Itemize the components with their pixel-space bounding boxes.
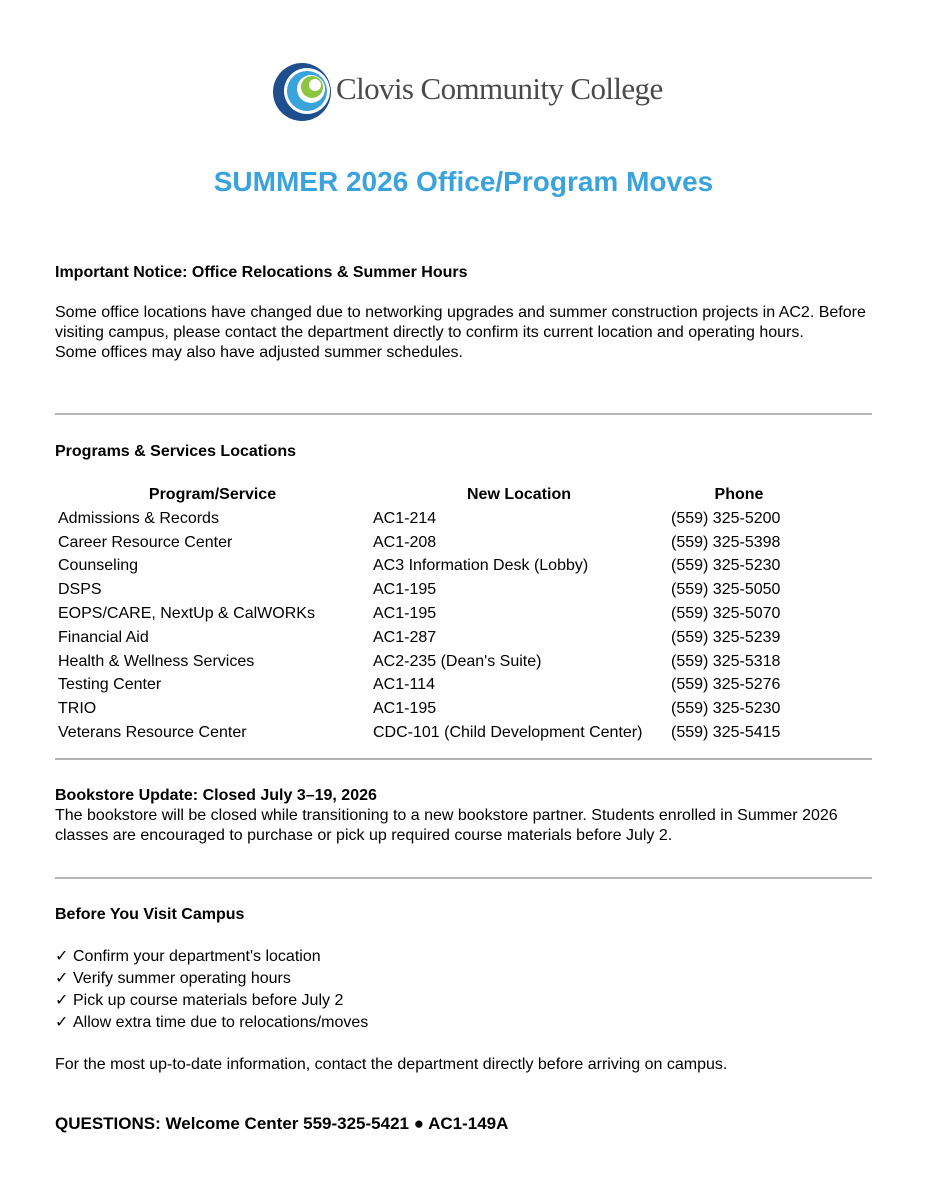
checklist-item-text: Confirm your department's location: [73, 948, 321, 965]
logo-wordmark: Clovis Community College: [336, 71, 663, 106]
list-item: [55, 990, 875, 1012]
program-cell: EOPS/CARE, NextUp & CalWORKs: [58, 605, 315, 623]
phone-cell: (559) 325-5230: [671, 557, 781, 575]
section-divider: [55, 758, 872, 760]
phone-cell: (559) 325-5230: [671, 700, 781, 718]
program-cell: Health & Wellness Services: [58, 652, 255, 670]
location-cell: AC1-208: [373, 533, 437, 551]
table-row: [55, 602, 810, 626]
section-divider: [55, 413, 872, 415]
checklist-item-text: Allow extra time due to relocations/moves: [73, 1014, 369, 1031]
checklist-item-text: Pick up course materials before July 2: [73, 992, 344, 1009]
location-cell: AC1-287: [373, 628, 437, 646]
column-header-program: Program/Service: [148, 486, 277, 503]
table-row: [55, 697, 810, 721]
visit-checklist: [55, 946, 875, 1034]
college-logo: [272, 60, 662, 124]
notice-paragraph-2: Some offices may also have adjusted summer schedules.: [55, 344, 463, 361]
notice-heading: Important Notice: Office Relocations & Summer Hours: [55, 264, 468, 281]
column-header-location: New Location: [466, 486, 571, 503]
table-row: [55, 531, 810, 555]
checkmark-icon: ✓: [55, 970, 69, 987]
checkmark-icon: ✓: [55, 992, 69, 1009]
locations-heading: Programs & Services Locations: [55, 443, 296, 460]
bookstore-section: [55, 786, 875, 846]
locations-table: [55, 483, 810, 745]
phone-cell: (559) 325-5415: [671, 724, 781, 742]
checkmark-icon: ✓: [55, 1014, 69, 1031]
phone-cell: (559) 325-5276: [671, 676, 781, 694]
program-cell: Counseling: [58, 557, 139, 575]
program-cell: Admissions & Records: [58, 509, 219, 527]
checkmark-icon: ✓: [55, 948, 69, 965]
bookstore-text: The bookstore will be closed while transitioning to a new bookstore partner. Students enrolled in Summer 2026 classes are encouraged to purchase or pick up required course materials before July 2.: [55, 807, 838, 844]
notice-section: [55, 263, 875, 283]
notice-paragraph: Some office locations have changed due to networking upgrades and summer construction projects in AC2. Before visiting campus, please contact the department directly to confirm its current location and operating hours.: [55, 304, 866, 341]
table-row: [55, 626, 810, 650]
college-seal-icon: [272, 60, 332, 124]
section-divider: [55, 877, 872, 879]
table-header-row: [55, 483, 810, 507]
location-cell: AC1-114: [373, 676, 435, 694]
list-item: [55, 968, 875, 990]
page-title: SUMMER 2026 Office/Program Moves: [213, 166, 714, 197]
visit-heading: Before You Visit Campus: [55, 906, 245, 923]
program-cell: Career Resource Center: [58, 533, 233, 551]
bookstore-heading: Bookstore Update: Closed July 3–19, 2026: [55, 787, 377, 804]
location-cell: AC1-195: [373, 700, 437, 718]
visit-footer-note: [55, 1055, 875, 1075]
table-row: [55, 674, 810, 698]
location-cell: AC2-235 (Dean's Suite): [373, 652, 542, 670]
locations-section: [55, 442, 875, 462]
table-row: [55, 650, 810, 674]
table-row: [55, 721, 810, 745]
visit-section: [55, 905, 875, 925]
column-header-phone: Phone: [714, 486, 764, 503]
phone-cell: (559) 325-5070: [671, 605, 781, 623]
phone-cell: (559) 325-5398: [671, 533, 781, 551]
list-item: [55, 946, 875, 968]
location-cell: AC1-195: [373, 581, 437, 599]
phone-cell: (559) 325-5050: [671, 581, 781, 599]
program-cell: Veterans Resource Center: [58, 724, 247, 742]
table-row: [55, 578, 810, 602]
phone-cell: (559) 325-5239: [671, 628, 781, 646]
checklist-item-text: Verify summer operating hours: [73, 970, 291, 987]
table-row: [55, 555, 810, 579]
list-item: [55, 1012, 875, 1034]
footer-note-text: For the most up-to-date information, contact the department directly before arriving on campus.: [55, 1056, 728, 1073]
phone-cell: (559) 325-5200: [671, 509, 781, 527]
location-cell: AC1-214: [373, 509, 437, 527]
table-row: [55, 507, 810, 531]
program-cell: Testing Center: [58, 676, 162, 694]
program-cell: Financial Aid: [58, 628, 149, 646]
location-cell: CDC-101 (Child Development Center): [373, 724, 643, 742]
program-cell: DSPS: [58, 581, 102, 599]
questions-contact: QUESTIONS: Welcome Center 559-325-5421 ● AC1-149A: [55, 1114, 509, 1133]
phone-cell: (559) 325-5318: [671, 652, 781, 670]
visit-checklist-block: [55, 946, 875, 1034]
notice-text: [55, 303, 875, 363]
program-cell: TRIO: [58, 700, 97, 718]
location-cell: AC3 Information Desk (Lobby): [373, 557, 589, 575]
location-cell: AC1-195: [373, 605, 437, 623]
